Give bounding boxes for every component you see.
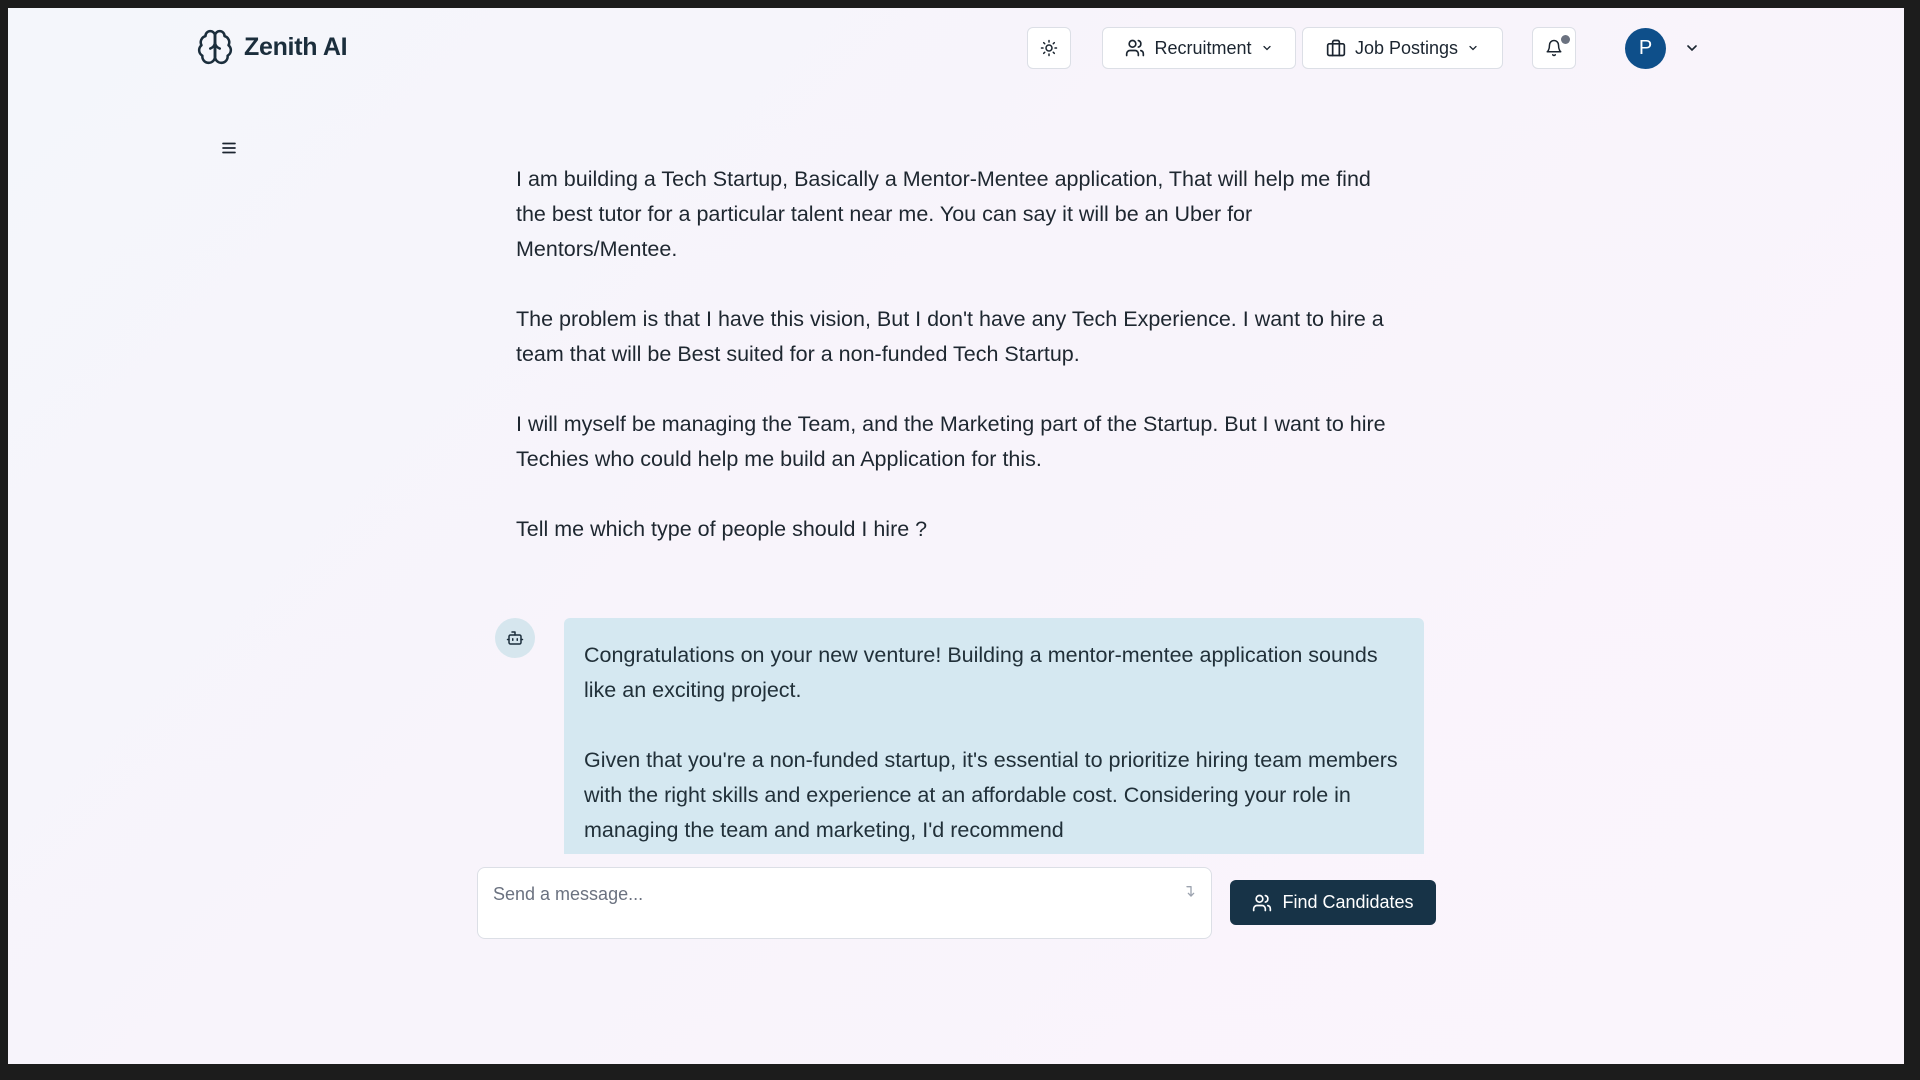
bell-icon xyxy=(1545,39,1563,57)
send-arrow-icon[interactable] xyxy=(1181,884,1197,900)
user-message-paragraph: I am building a Tech Startup, Basically a Mentor-Mentee application, That will help me find the best tutor for a particular talent near me. You can say it will be an Uber for Mentors/Mentee. xyxy=(516,167,1377,261)
user-message-paragraph: The problem is that I have this vision, But I don't have any Tech Experience. I want to hire a team that will be Best suited for a non-funded Tech Startup. xyxy=(516,307,1390,366)
notifications-button[interactable] xyxy=(1532,27,1576,69)
notification-dot xyxy=(1561,35,1570,44)
chevron-down-icon xyxy=(1467,42,1479,54)
user-message-paragraph: I will myself be managing the Team, and the Marketing part of the Startup. But I want to hire Techies who could help me build an Application for this. xyxy=(516,412,1392,471)
recruitment-dropdown[interactable] xyxy=(1102,27,1296,69)
logo[interactable] xyxy=(196,28,347,66)
users-icon xyxy=(1125,38,1145,58)
app-name: Zenith AI xyxy=(244,32,348,61)
job-postings-label: Job Postings xyxy=(1354,37,1459,58)
brain-icon xyxy=(196,28,234,66)
recruitment-label: Recruitment xyxy=(1154,37,1252,58)
message-composer xyxy=(477,867,1212,939)
briefcase-icon xyxy=(1326,38,1346,58)
bot-message xyxy=(564,618,1424,854)
sun-icon xyxy=(1040,39,1058,57)
chevron-down-icon xyxy=(1261,42,1273,54)
app-window xyxy=(8,8,1904,1064)
bot-message-paragraph: Given that you're a non-funded startup, it's essential to prioritize hiring team members with the right skills and experience at an affordable cost. Considering your role in managing the team and marketing, I'd recommend xyxy=(584,748,1398,842)
theme-toggle-button[interactable] xyxy=(1027,27,1071,69)
find-candidates-label: Find Candidates xyxy=(1282,892,1414,912)
message-input[interactable] xyxy=(493,884,1153,924)
hamburger-menu-icon[interactable] xyxy=(220,139,238,157)
chat-thread[interactable] xyxy=(416,162,1436,854)
users-icon xyxy=(1252,893,1272,913)
bot-avatar xyxy=(495,618,535,658)
robot-icon xyxy=(506,629,524,647)
bot-message-paragraph: Congratulations on your new venture! Building a mentor-mentee application sounds like an exciting project. xyxy=(584,643,1378,702)
user-message xyxy=(516,162,1392,582)
chevron-down-icon[interactable] xyxy=(1684,40,1700,56)
job-postings-dropdown[interactable] xyxy=(1302,27,1503,69)
find-candidates-button[interactable] xyxy=(1230,880,1436,925)
avatar[interactable]: P xyxy=(1625,28,1666,69)
user-message-paragraph: Tell me which type of people should I hire ? xyxy=(516,517,928,541)
